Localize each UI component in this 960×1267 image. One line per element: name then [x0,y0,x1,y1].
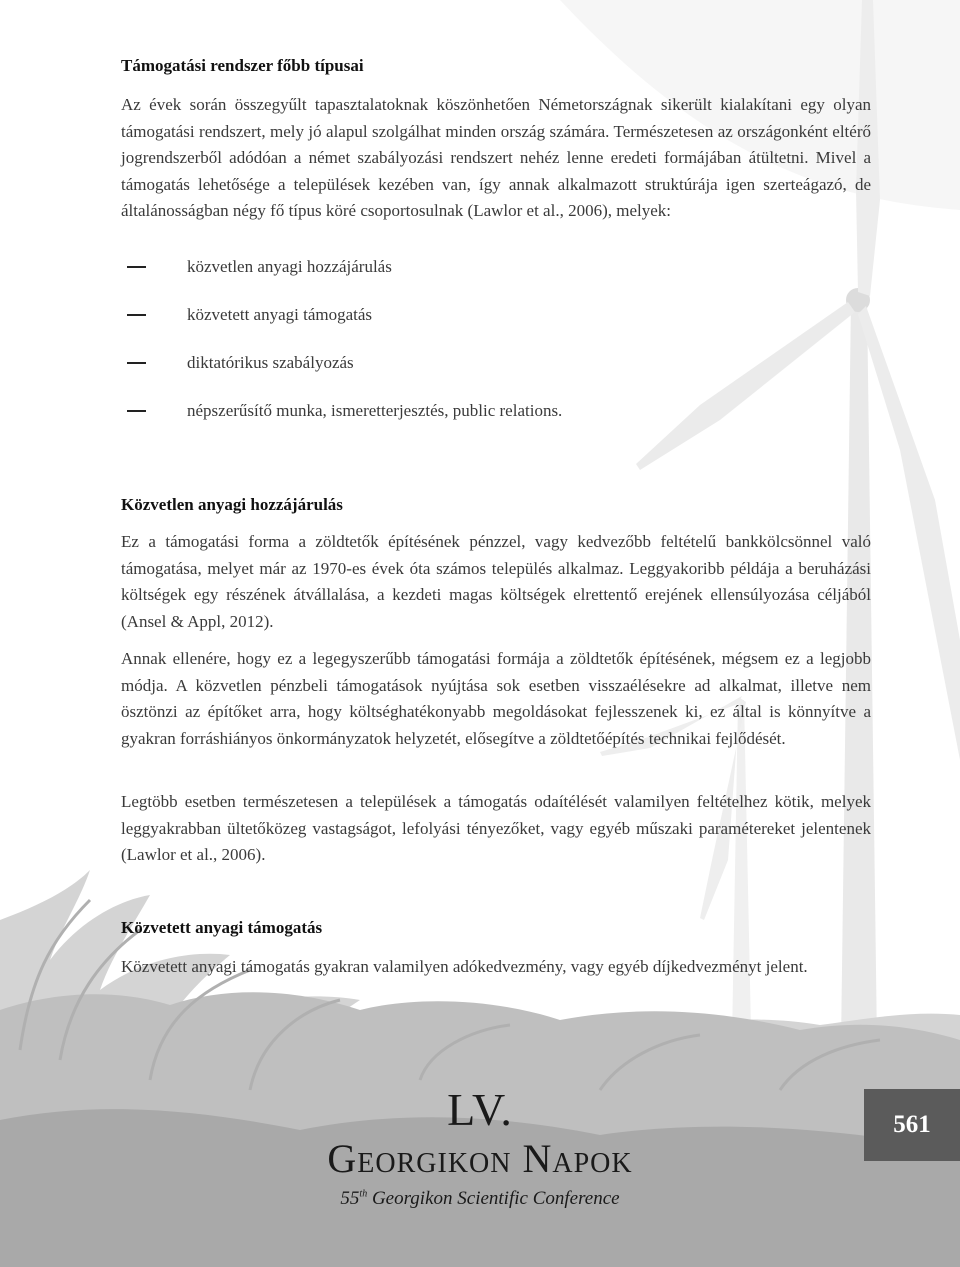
section2-paragraph-2: Annak ellenére, hogy ez a legegyszerűbb támogatási formája a zöldtetők építésének, mégsem ez a legjobb módja. A közvetlen pénzbeli támogatások nyújtása sok esetben visszaélésekre ad alkalmat, illetve nem ösztönzi az építőket arra, hogy költséghatékonyabb megoldásokat fejlesszenek ki, ez által is könnyítve a gyakran forráshiányos önkormányzatok helyzetét, elősegítve a zöldtetőépítés technikai fejlődését. [121,649,871,748]
section-heading-kozvetlen: Közvetlen anyagi hozzájárulás [121,495,343,514]
page-number: 561 [893,1111,931,1138]
list-item: közvetlen anyagi hozzájárulás [121,252,871,300]
footer-ordinal-suffix: th [359,1188,368,1200]
conference-footer [0,1080,960,1267]
support-types-list [121,252,871,444]
section3-paragraph: Közvetett anyagi támogatás gyakran valamilyen adókedvezmény, vagy egyéb díjkedvezményt jelent. [121,957,808,976]
section1-paragraph: Az évek során összegyűlt tapasztalatoknak köszönhetően Németországnak sikerült kialakítani egy olyan támogatási rendszert, mely jó alapul szolgálhat minden ország számára. Természetesen az országonként eltérő jogrendszerből adódóan a német szabályozási rendszert nehéz lenne eredeti formájában átültetni. Mivel a támogatás lehetősége a települések kezében van, így annak alkalmazott struktúrája igen szerteágazó, de általánosságban négy fő típus köré csoportosulnak (Lawlor et al., 2006), melyek: [121,95,871,220]
section-heading-kozvetett: Közvetett anyagi támogatás [121,918,323,937]
section-heading-tamogatasi-rendszer: Támogatási rendszer főbb típusai [121,56,364,75]
section2-paragraph-1: Ez a támogatási forma a zöldtetők építésének pénzzel, vagy kedvezőbb feltételű bankkölcsönnel való támogatása, melyet már az 1970-es évek óta számos település alkalmaz. Leggyakoribb példája a beruházási költségek egy részének átvállalása, a kezdeti magas költségek elrettentő erejének ellensúlyozása céljából (Ansel & Appl, 2012). [121,532,871,631]
page-number-badge [864,1089,960,1161]
list-item: népszerűsítő munka, ismeretterjesztés, public relations. [121,396,871,444]
footer-ordinal: 55 [340,1188,360,1209]
section2-paragraph-3: Legtöbb esetben természetesen a települések a támogatás odaítélését valamilyen feltételhez kötik, melyek leggyakrabban ültetőközeg vastagságot, lefolyási tényezőket, vagy egyéb műszaki paramétereket jelentenek (Lawlor et al., 2006). [121,792,871,864]
footer-title: Georgikon Napok [327,1136,633,1181]
footer-conference-name: Georgikon Scientific Conference [367,1188,620,1209]
footer-subtitle [0,1188,960,1210]
footer-volume: LV. [447,1084,513,1135]
list-item: közvetett anyagi támogatás [121,300,871,348]
list-item: diktatórikus szabályozás [121,348,871,396]
